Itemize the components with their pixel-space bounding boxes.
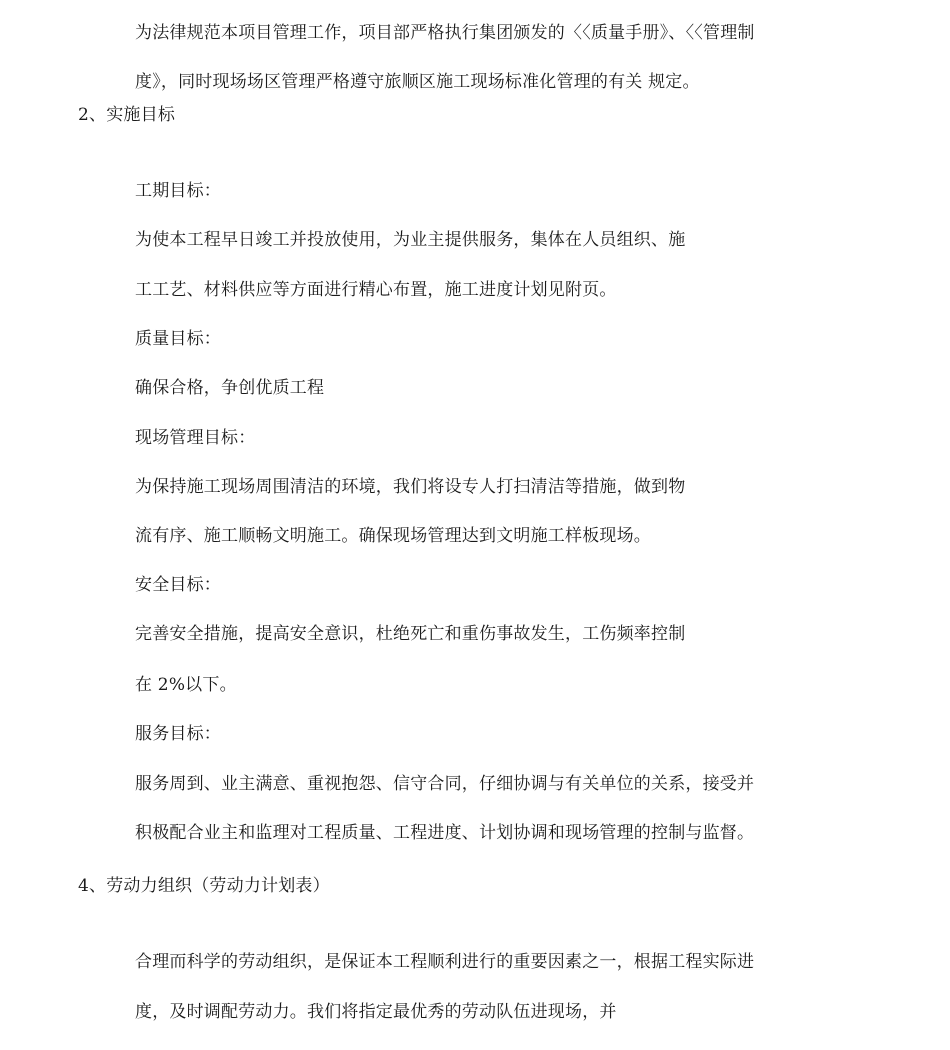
quality-goal-line-1: 确保合格，争创优质工程	[135, 378, 325, 398]
schedule-goal-line-2: 工工艺、材料供应等方面进行精心布置，施工进度计划见附页。	[135, 280, 617, 300]
intro-line-1: 为法律规范本项目管理工作，项目部严格执行集团颁发的〈〈质量手册》、〈〈管理制	[135, 23, 755, 43]
schedule-goal-line-1: 为使本工程早日竣工并投放使用，为业主提供服务，集体在人员组织、施	[135, 230, 686, 250]
quality-goal-label: 质量目标：	[135, 329, 221, 349]
safety-goal-line-1: 完善安全措施，提高安全意识，杜绝死亡和重伤事故发生，工伤频率控制	[135, 624, 686, 644]
labor-org-line-1: 合理而科学的劳动组织，是保证本工程顺利进行的重要因素之一，根据工程实际进	[135, 952, 755, 972]
safety-goal-line-2: 在 2%以下。	[135, 675, 237, 695]
service-goal-label: 服务目标：	[135, 724, 221, 744]
site-goal-label: 现场管理目标：	[135, 428, 256, 448]
safety-goal-label: 安全目标：	[135, 575, 221, 595]
site-goal-line-2: 流有序、施工顺畅文明施工。确保现场管理达到文明施工样板现场。	[135, 526, 651, 546]
labor-org-line-2: 度，及时调配劳动力。我们将指定最优秀的劳动队伍进现场，并	[135, 1002, 617, 1022]
section-2-heading: 2、实施目标	[78, 105, 176, 125]
service-goal-line-1: 服务周到、业主满意、重视抱怨、信守合同，仔细协调与有关单位的关系，接受并	[135, 774, 755, 794]
site-goal-line-1: 为保持施工现场周围清洁的环境，我们将设专人打扫清洁等措施，做到物	[135, 477, 686, 497]
service-goal-line-2: 积极配合业主和监理对工程质量、工程进度、计划协调和现场管理的控制与监督。	[135, 823, 755, 843]
section-4-heading: 4、劳动力组织（劳动力计划表）	[78, 876, 330, 896]
intro-line-2: 度》，同时现场场区管理严格遵守旅顺区施工现场标准化管理的有关 规定。	[135, 72, 700, 92]
schedule-goal-label: 工期目标：	[135, 181, 221, 201]
